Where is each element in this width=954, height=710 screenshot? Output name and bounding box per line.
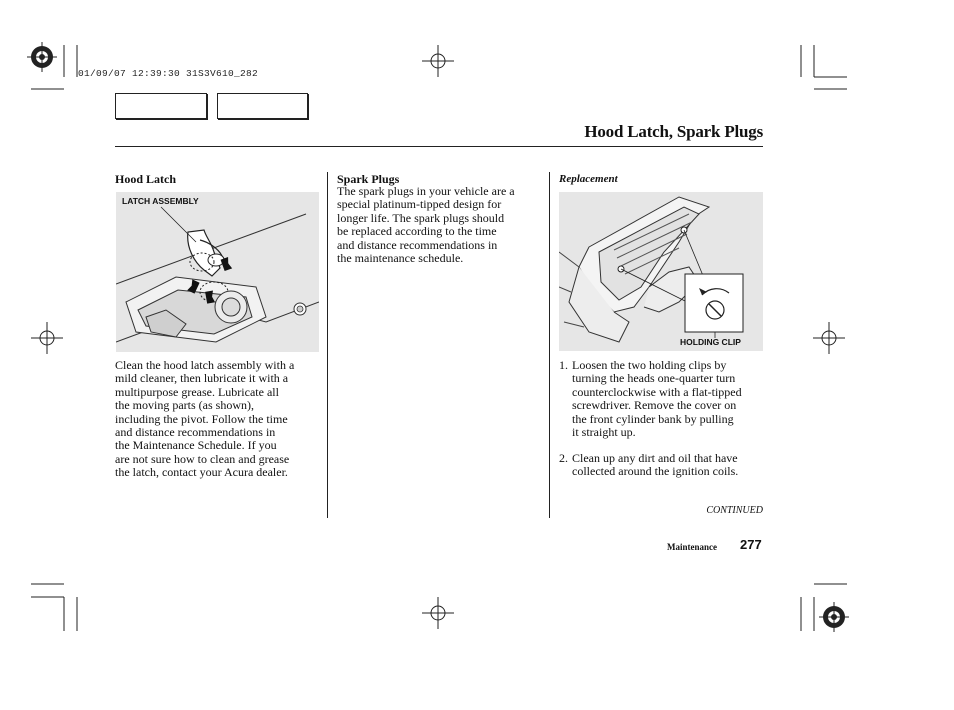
print-stamp: 01/09/07 12:39:30 31S3V610_282 [78, 68, 259, 79]
text-line: are not sure how to clean and grease [115, 451, 290, 466]
replacement-heading: Replacement [559, 173, 618, 185]
page-title: Hood Latch, Spark Plugs [584, 122, 763, 141]
text-line: the moving parts (as shown), [115, 398, 254, 413]
latch-assembly-callout: LATCH ASSEMBLY [122, 196, 199, 206]
step-1 [559, 359, 765, 443]
text-line: counterclockwise with a flat-tipped [572, 384, 742, 399]
step-number: 1. [559, 358, 568, 372]
text-line: including the pivot. Follow the time [115, 411, 288, 426]
text-line: longer life. The spark plugs should [337, 210, 505, 225]
holding-clip-callout: HOLDING CLIP [680, 337, 741, 347]
holding-clip-figure [559, 192, 763, 351]
nav-tab-box-2[interactable] [217, 93, 308, 119]
text-line: special platinum-tipped design for [337, 197, 502, 212]
registration-crosshair-left [31, 322, 63, 354]
text-line: the Maintenance Schedule. If you [115, 438, 277, 453]
column-divider-2 [549, 172, 550, 518]
text-line: be replaced according to the time [337, 224, 497, 239]
column-divider-1 [327, 172, 328, 518]
text-line: mild cleaner, then lubricate it with a [115, 371, 289, 386]
text-line: the maintenance schedule. [337, 251, 464, 266]
title-rule [115, 146, 763, 147]
text-line: The spark plugs in your vehicle are a [337, 184, 515, 198]
hood-latch-heading: Hood Latch [115, 172, 177, 186]
registration-starburst-bottom-right [819, 602, 849, 632]
spark-plugs-paragraph [337, 185, 547, 265]
registration-crosshair-bottom [422, 597, 454, 629]
text-line: and distance recommendations in [337, 237, 498, 252]
continued-label: CONTINUED [706, 505, 763, 516]
text-line: and distance recommendations in [115, 425, 276, 440]
text-line: turning the heads one-quarter turn [572, 371, 736, 386]
engine-cover-illustration [559, 192, 763, 351]
hood-latch-paragraph [115, 359, 327, 480]
registration-starburst-top-left [27, 42, 57, 72]
text-line: the latch, contact your Acura dealer. [115, 465, 288, 480]
text-line: Clean the hood latch assembly with a [115, 358, 295, 372]
footer-section-name: Maintenance [667, 542, 717, 552]
text-line: Loosen the two holding clips by [572, 358, 727, 372]
step-text [572, 452, 738, 479]
text-line: Clean up any dirt and oil that have [572, 451, 738, 465]
text-line: screwdriver. Remove the cover on [572, 398, 737, 413]
step-number: 2. [559, 451, 568, 465]
step-2 [559, 452, 765, 482]
text-line: multipurpose grease. Lubricate all [115, 384, 279, 399]
registration-crosshair-top [422, 45, 454, 77]
step-text [572, 359, 742, 439]
latch-assembly-figure [116, 192, 319, 352]
text-line: collected around the ignition coils. [572, 464, 739, 479]
nav-tab-box-1[interactable] [115, 93, 207, 119]
page-number: 277 [740, 537, 762, 552]
text-line: it straight up. [572, 425, 636, 440]
latch-illustration [116, 192, 319, 352]
registration-crosshair-right [813, 322, 845, 354]
text-line: the front cylinder bank by pulling [572, 411, 734, 426]
spark-plugs-heading: Spark Plugs [337, 172, 400, 186]
